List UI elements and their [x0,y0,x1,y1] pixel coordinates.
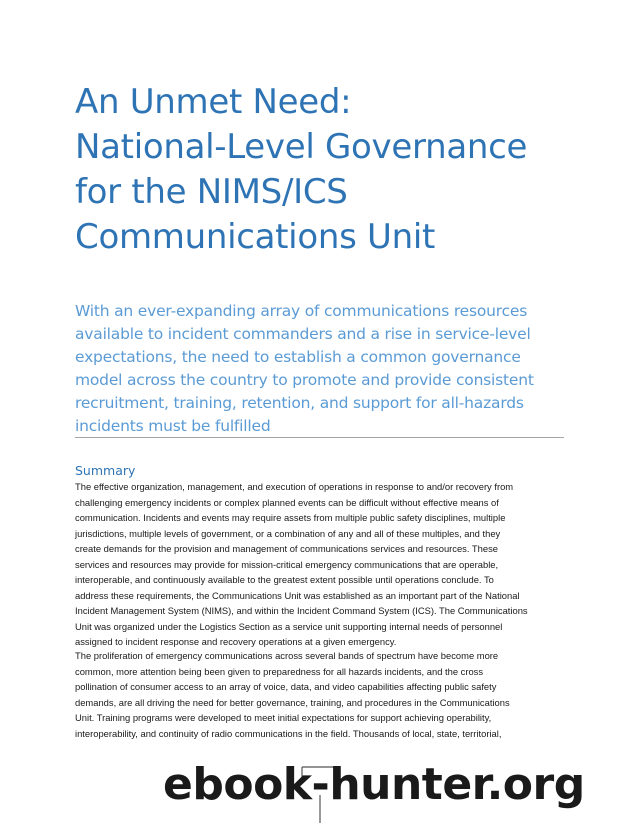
paragraph-line: demands, are all driving the need for better governance, training, and procedures in the Communications [75,696,510,708]
paragraph-line: communication. Incidents and events may require assets from multiple public safety disciplines, multiple [75,512,506,523]
subtitle-line: recruitment, training, retention, and support for all-hazards [75,394,524,412]
paragraph-line: address these requirements, the Communications Unit was established as an important part of the National [75,589,520,601]
title-line: for the NIMS/ICS [75,172,348,212]
subtitle-line: incidents must be fulfilled [75,417,271,435]
paragraph-line: common, more attention being been given to preparedness for all hazards incidents, and the cross [75,665,484,677]
paragraph-line: The effective organization, management, and execution of operations in response to and/or recovery from [75,481,514,492]
document-title [75,80,575,260]
paragraph-line: create demands for the provision and management of communications services and resources. These [75,543,498,554]
paragraph-line: assigned to incident response and recovery operations at a given emergency. [75,636,397,647]
subtitle-line: available to incident commanders and a rise in service-level [75,325,531,343]
section-divider [75,437,564,438]
paragraph-line: Incident Management System (NIMS), and within the Incident Command System (ICS). The Communications [75,605,528,616]
title-line: Communications Unit [75,217,436,257]
paragraph-line: interoperability, and continuity of radio communications in the field. Thousands of local, state, territorial, [75,727,502,739]
subtitle-line: expectations, the need to establish a common governance [75,348,521,366]
summary-paragraph-1 [75,479,575,650]
summary-heading: Summary [75,463,136,478]
subtitle-line: With an ever-expanding array of communications resources [75,302,528,320]
paragraph-line: pollination of consumer access to an array of voice, data, and video capabilities affecting public safety [75,681,497,692]
title-line: An Unmet Need: [75,82,352,122]
document-subtitle [75,300,575,438]
paragraph-line: services and resources may provide for mission-critical emergency communications that are operable, [75,558,499,570]
paragraph-line: interoperable, and continuously available to the greatest extent possible until operations conclude. To [75,574,494,585]
paragraph-line: Unit. Training programs were developed to meet initial expectations for support achieving operability, [75,712,492,723]
paragraph-line: The proliferation of emergency communications across several bands of spectrum have become more [75,650,499,661]
summary-paragraph-2 [75,648,575,741]
title-line: National-Level Governance [75,127,528,167]
paragraph-line: jurisdictions, multiple levels of government, or a combination of any and all of these multiples, and they [75,527,501,539]
watermark-text: ebook-hunter.org [163,759,585,810]
paragraph-line: Unit was organized under the Logistics Section as a service unit supporting internal needs of personnel [75,620,503,632]
paragraph-line: challenging emergency incidents or complex planned events can be difficult without effective means of [75,496,499,508]
subtitle-line: model across the country to promote and provide consistent [75,371,534,389]
